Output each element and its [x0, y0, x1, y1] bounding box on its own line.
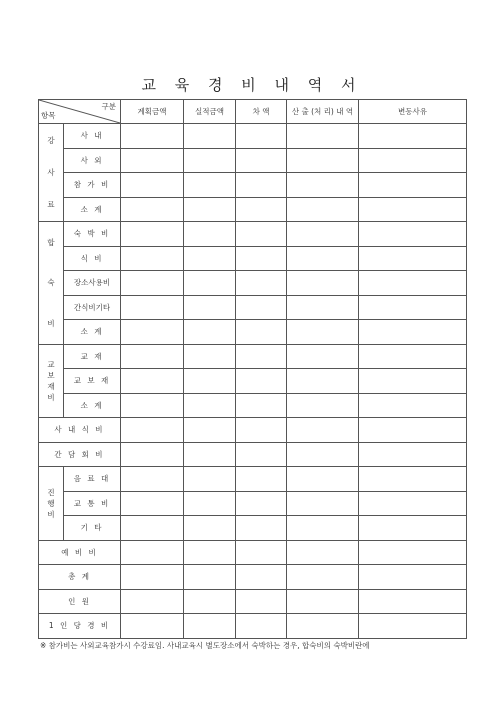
item-label-meeting: 간 담 회 비 [39, 442, 121, 467]
input-cell[interactable] [236, 124, 287, 149]
group-char: 행 [47, 498, 55, 508]
input-cell[interactable] [287, 271, 359, 296]
table-row [39, 173, 467, 198]
input-cell[interactable] [184, 295, 236, 320]
input-cell[interactable] [359, 369, 467, 394]
item-label-headcount: 인 원 [39, 589, 121, 614]
input-cell[interactable] [359, 124, 467, 149]
input-cell[interactable] [184, 491, 236, 516]
input-cell[interactable] [236, 614, 287, 639]
input-cell[interactable] [287, 393, 359, 418]
input-cell[interactable] [287, 540, 359, 565]
input-cell[interactable] [236, 589, 287, 614]
item-label: 간식비기타 [64, 295, 121, 320]
input-cell[interactable] [287, 222, 359, 247]
input-cell[interactable] [236, 344, 287, 369]
input-cell[interactable] [287, 442, 359, 467]
item-label-internal-meal: 사 내 식 비 [39, 418, 121, 443]
input-cell[interactable] [184, 614, 236, 639]
table-row [39, 418, 467, 443]
input-cell[interactable] [359, 271, 467, 296]
input-cell[interactable] [184, 173, 236, 198]
input-cell[interactable] [287, 197, 359, 222]
input-cell[interactable] [359, 491, 467, 516]
table-row [39, 222, 467, 247]
item-label: 참 가 비 [64, 173, 121, 198]
header-row [39, 100, 467, 124]
item-label: 소 계 [64, 320, 121, 345]
item-label-total: 총 계 [39, 565, 121, 590]
input-cell[interactable] [184, 393, 236, 418]
input-cell[interactable] [359, 614, 467, 639]
input-cell[interactable] [184, 442, 236, 467]
input-cell[interactable] [287, 173, 359, 198]
input-cell[interactable] [184, 271, 236, 296]
item-label: 사 내 [64, 124, 121, 149]
col-actual-amount: 실적금액 [184, 100, 236, 124]
input-cell[interactable] [184, 148, 236, 173]
table-row [39, 565, 467, 590]
col-plan-amount: 계획금액 [121, 100, 184, 124]
input-cell[interactable] [184, 540, 236, 565]
input-cell[interactable] [359, 148, 467, 173]
input-cell[interactable] [359, 540, 467, 565]
input-cell[interactable] [121, 589, 184, 614]
input-cell[interactable] [236, 393, 287, 418]
input-cell[interactable] [236, 516, 287, 541]
table-row [39, 589, 467, 614]
input-cell[interactable] [236, 173, 287, 198]
group-char: 보 [47, 370, 55, 380]
input-cell[interactable] [236, 222, 287, 247]
input-cell[interactable] [359, 173, 467, 198]
input-cell[interactable] [359, 320, 467, 345]
input-cell[interactable] [121, 271, 184, 296]
input-cell[interactable] [236, 442, 287, 467]
table-row [39, 197, 467, 222]
input-cell[interactable] [121, 516, 184, 541]
input-cell[interactable] [287, 589, 359, 614]
input-cell[interactable] [121, 320, 184, 345]
table-row [39, 491, 467, 516]
input-cell[interactable] [121, 491, 184, 516]
input-cell[interactable] [236, 565, 287, 590]
input-cell[interactable] [287, 418, 359, 443]
input-cell[interactable] [121, 222, 184, 247]
input-cell[interactable] [359, 467, 467, 492]
input-cell[interactable] [287, 467, 359, 492]
input-cell[interactable] [359, 393, 467, 418]
col-difference: 차 액 [236, 100, 287, 124]
input-cell[interactable] [359, 295, 467, 320]
input-cell[interactable] [236, 148, 287, 173]
item-label: 사 외 [64, 148, 121, 173]
input-cell[interactable] [236, 320, 287, 345]
input-cell[interactable] [287, 148, 359, 173]
item-label: 숙 박 비 [64, 222, 121, 247]
input-cell[interactable] [236, 418, 287, 443]
input-cell[interactable] [236, 467, 287, 492]
table-row [39, 344, 467, 369]
input-cell[interactable] [184, 589, 236, 614]
input-cell[interactable] [359, 589, 467, 614]
group-char: 사 [47, 167, 55, 177]
group-char: 비 [47, 509, 55, 519]
input-cell[interactable] [236, 197, 287, 222]
input-cell[interactable] [121, 442, 184, 467]
group-char: 숙 [47, 278, 55, 288]
input-cell[interactable] [184, 418, 236, 443]
group-char: 강 [47, 135, 55, 145]
table-row [39, 393, 467, 418]
input-cell[interactable] [184, 344, 236, 369]
input-cell[interactable] [121, 246, 184, 271]
input-cell[interactable] [121, 467, 184, 492]
input-cell[interactable] [121, 418, 184, 443]
header-hangmok: 항목 [41, 111, 56, 120]
input-cell[interactable] [121, 344, 184, 369]
input-cell[interactable] [287, 246, 359, 271]
input-cell[interactable] [184, 369, 236, 394]
document-title: 교 육 경 비 내 역 서 [141, 76, 363, 94]
table-row [39, 467, 467, 492]
item-label: 식 비 [64, 246, 121, 271]
input-cell[interactable] [121, 148, 184, 173]
group-char: 교 [47, 359, 55, 369]
input-cell[interactable] [121, 124, 184, 149]
input-cell[interactable] [184, 197, 236, 222]
header-gubun: 구분 [101, 102, 116, 111]
table-row [39, 516, 467, 541]
item-label-per-person: 1 인 당 경 비 [39, 614, 121, 639]
table-row [39, 320, 467, 345]
input-cell[interactable] [236, 540, 287, 565]
group-char: 진 [47, 487, 55, 497]
item-label: 소 계 [64, 197, 121, 222]
item-label: 기 타 [64, 516, 121, 541]
input-cell[interactable] [287, 491, 359, 516]
group-lodging-fee [39, 222, 64, 345]
item-label: 교 통 비 [64, 491, 121, 516]
input-cell[interactable] [184, 467, 236, 492]
item-label: 소 계 [64, 393, 121, 418]
group-lecture-fee [39, 124, 64, 222]
col-change-reason: 변동사유 [359, 100, 467, 124]
table-row [39, 295, 467, 320]
input-cell[interactable] [359, 442, 467, 467]
input-cell[interactable] [236, 491, 287, 516]
group-char: 비 [47, 318, 55, 328]
input-cell[interactable] [184, 516, 236, 541]
input-cell[interactable] [359, 565, 467, 590]
input-cell[interactable] [359, 516, 467, 541]
input-cell[interactable] [287, 369, 359, 394]
input-cell[interactable] [236, 246, 287, 271]
input-cell[interactable] [184, 565, 236, 590]
input-cell[interactable] [287, 320, 359, 345]
item-label: 교 보 재 [64, 369, 121, 394]
col-calculation: 산 출 (처 리) 내 역 [287, 100, 359, 124]
input-cell[interactable] [121, 295, 184, 320]
input-cell[interactable] [236, 271, 287, 296]
input-cell[interactable] [359, 344, 467, 369]
input-cell[interactable] [121, 540, 184, 565]
input-cell[interactable] [287, 124, 359, 149]
table-row [39, 271, 467, 296]
group-char: 료 [47, 200, 55, 210]
group-char: 재 [47, 381, 55, 391]
item-label: 교 재 [64, 344, 121, 369]
group-char: 합 [47, 237, 55, 247]
input-cell[interactable] [184, 124, 236, 149]
input-cell[interactable] [184, 222, 236, 247]
table-row [39, 540, 467, 565]
group-progress-fee [39, 467, 64, 541]
footnote: ※ 참가비는 사외교육참가시 수강료임. 사내교육시 별도장소에서 숙박하는 경우, 합숙비의 숙박비란에 [40, 641, 370, 650]
item-label-reserve: 예 비 비 [39, 540, 121, 565]
input-cell[interactable] [359, 222, 467, 247]
table-row [39, 124, 467, 149]
input-cell[interactable] [184, 320, 236, 345]
table-row [39, 148, 467, 173]
table-row [39, 246, 467, 271]
input-cell[interactable] [287, 565, 359, 590]
input-cell[interactable] [359, 197, 467, 222]
input-cell[interactable] [121, 393, 184, 418]
input-cell[interactable] [287, 344, 359, 369]
input-cell[interactable] [184, 246, 236, 271]
input-cell[interactable] [121, 565, 184, 590]
input-cell[interactable] [287, 614, 359, 639]
group-char: 비 [47, 392, 55, 402]
item-label: 음 료 대 [64, 467, 121, 492]
header-diagonal-cell [39, 100, 121, 124]
input-cell[interactable] [236, 369, 287, 394]
item-label: 장소사용비 [64, 271, 121, 296]
input-cell[interactable] [359, 418, 467, 443]
input-cell[interactable] [121, 614, 184, 639]
input-cell[interactable] [121, 197, 184, 222]
input-cell[interactable] [121, 369, 184, 394]
input-cell[interactable] [287, 295, 359, 320]
input-cell[interactable] [359, 246, 467, 271]
table-row [39, 614, 467, 639]
input-cell[interactable] [121, 173, 184, 198]
table-row [39, 442, 467, 467]
input-cell[interactable] [236, 295, 287, 320]
table-row [39, 369, 467, 394]
expense-table [38, 99, 467, 639]
group-material-fee [39, 344, 64, 418]
input-cell[interactable] [287, 516, 359, 541]
